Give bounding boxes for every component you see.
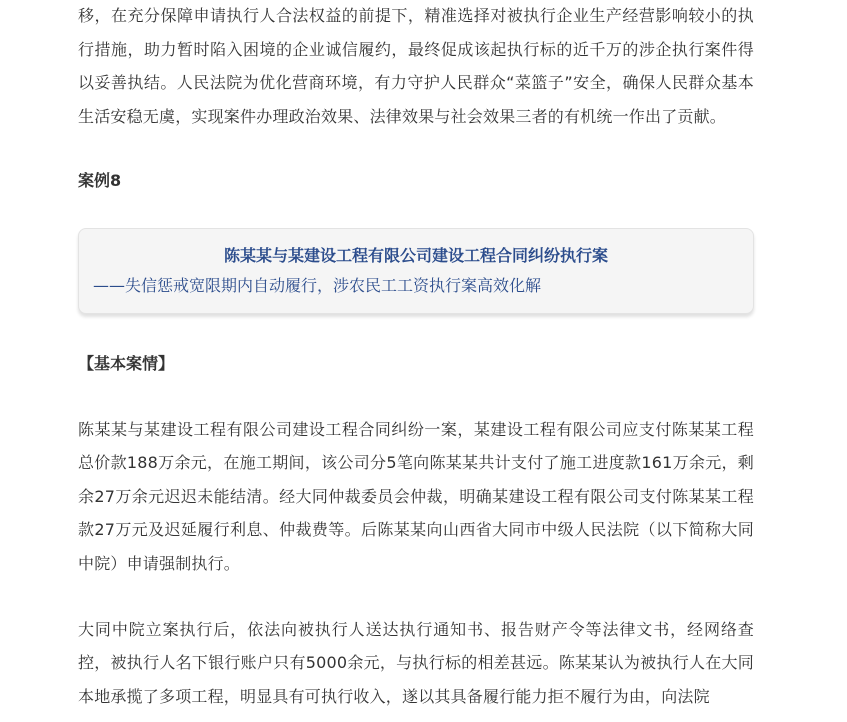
case-title: 陈某某与某建设工程有限公司建设工程合同纠纷执行案 xyxy=(223,245,608,265)
article-body xyxy=(78,0,754,713)
case-subtitle: ——失信惩戒宽限期内自动履行，涉农民工工资执行案高效化解 xyxy=(93,275,542,295)
case-title-card xyxy=(78,228,754,314)
case-label: 案例8 xyxy=(78,171,122,191)
body-paragraph: 陈某某与某建设工程有限公司建设工程合同纠纷一案，某建设工程有限公司应支付陈某某工程总价款188万余元，在施工期间，该公司分5笔向陈某某共计支付了施工进度款161万余元，剩余27万余元迟迟未能结清。经大同仲裁委员会仲裁，明确某建设工程有限公司支付陈某某工程款27万元及迟延履行利息、仲裁费等。后陈某某向山西省大同市中级人民法院（以下简称大同中院）申请强制执行。 xyxy=(78,419,754,573)
intro-paragraph: 移，在充分保障申请执行人合法权益的前提下，精准选择对被执行企业生产经营影响较小的执行措施，助力暂时陷入困境的企业诚信履约，最终促成该起执行标的近千万的涉企执行案件得以妥善执结。人民法院为优化营商环境，有力守护人民群众“菜篮子”安全，确保人民群众基本生活安稳无虞，实现案件办理政治效果、法律效果与社会效果三者的有机统一作出了贡献。 xyxy=(78,6,754,126)
section-heading-basic-facts: 【基本案情】 xyxy=(78,353,175,373)
body-paragraph: 大同中院立案执行后，依法向被执行人送达执行通知书、报告财产令等法律文书，经网络查控，被执行人名下银行账户只有5000余元，与执行标的相差甚远。陈某某认为被执行人在大同本地承揽了多项工程，明显具有可执行收入，遂以其具备履行能力拒不履行为由，向法院 xyxy=(78,619,754,706)
